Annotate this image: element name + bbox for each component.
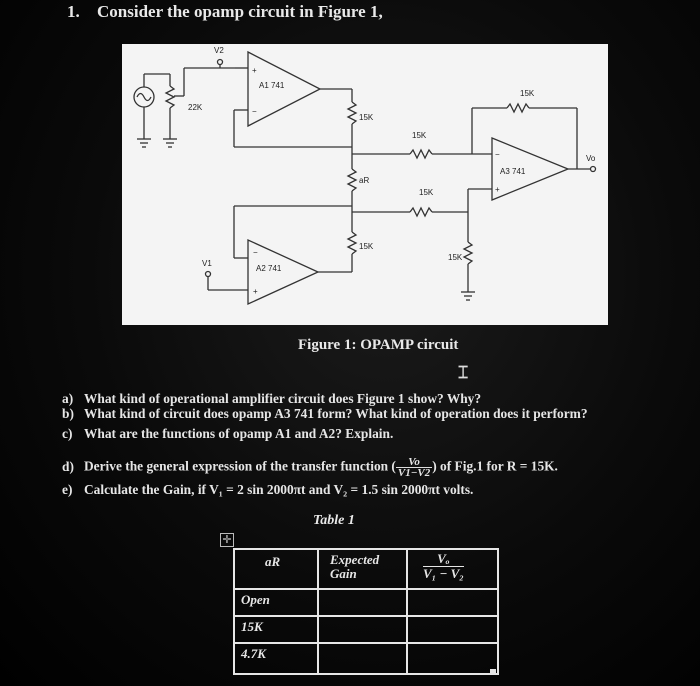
question-number: 1. xyxy=(67,2,80,21)
label-a1-plus: + xyxy=(252,66,257,75)
header-ar: aR xyxy=(265,554,281,569)
text-cursor-icon: ⌶ xyxy=(458,363,469,382)
label-a2-plus: + xyxy=(253,287,258,296)
transfer-fraction: $\frac{Vo}{V1-V2}$ xyxy=(397,456,431,479)
label-a3-plus: + xyxy=(495,185,500,194)
row-ar-value: 4.7K xyxy=(241,646,266,661)
subquestion-b: b) What kind of circuit does opamp A3 741 form? What kind of operation does it perform? xyxy=(62,406,588,421)
row-ar-value: Open xyxy=(241,592,270,607)
label-22k: 22K xyxy=(188,103,203,112)
label-a3: A3 741 xyxy=(500,167,526,176)
label-vo: Vo xyxy=(586,154,596,163)
subquestion-d: d) Derive the general expression of the transfer function ( $\frac{Vo}{V1-V2}$ ) of Fig.1 for R = 15K. xyxy=(62,456,558,479)
label-a1: A1 741 xyxy=(259,81,285,90)
label-15k-lower: 15K xyxy=(359,242,374,251)
question-text: Consider the opamp circuit in Figure 1, xyxy=(97,2,383,21)
row-ar-value: 15K xyxy=(241,619,263,634)
label-15k-in2: 15K xyxy=(419,188,434,197)
header-vo-ratio: Vₒ V₁ − V₂ xyxy=(423,551,464,581)
label-v1: V1 xyxy=(202,259,212,268)
label-v2: V2 xyxy=(214,46,224,55)
label-15k-in1: 15K xyxy=(412,131,427,140)
label-a2-minus: − xyxy=(253,248,258,257)
subquestion-a: a) What kind of operational amplifier circuit does Figure 1 show? Why? xyxy=(62,391,482,406)
subquestion-e: e) Calculate the Gain, if V₁ = 2 sin 2000πt and V₂ = 1.5 sin 2000πt volts. xyxy=(62,482,474,497)
gain-table xyxy=(233,548,499,675)
header-expected-gain: Expected Gain xyxy=(330,552,380,581)
figure-caption: Figure 1: OPAMP circuit xyxy=(298,337,459,353)
circuit-svg xyxy=(122,44,608,325)
circuit-diagram xyxy=(122,44,608,325)
label-15k-top: 15K xyxy=(359,113,374,122)
label-15k-gnd: 15K xyxy=(448,253,463,262)
move-handle-icon[interactable]: ✛ xyxy=(220,533,234,547)
table-title: Table 1 xyxy=(313,513,355,528)
label-a3-minus: − xyxy=(495,150,500,159)
label-ar: aR xyxy=(359,176,370,185)
subquestion-c: c) What are the functions of opamp A1 and A2? Explain. xyxy=(62,426,394,441)
table-resize-handle[interactable] xyxy=(490,669,496,675)
label-a2: A2 741 xyxy=(256,264,282,273)
label-a1-minus: − xyxy=(252,107,257,116)
label-15k-fb: 15K xyxy=(520,89,535,98)
